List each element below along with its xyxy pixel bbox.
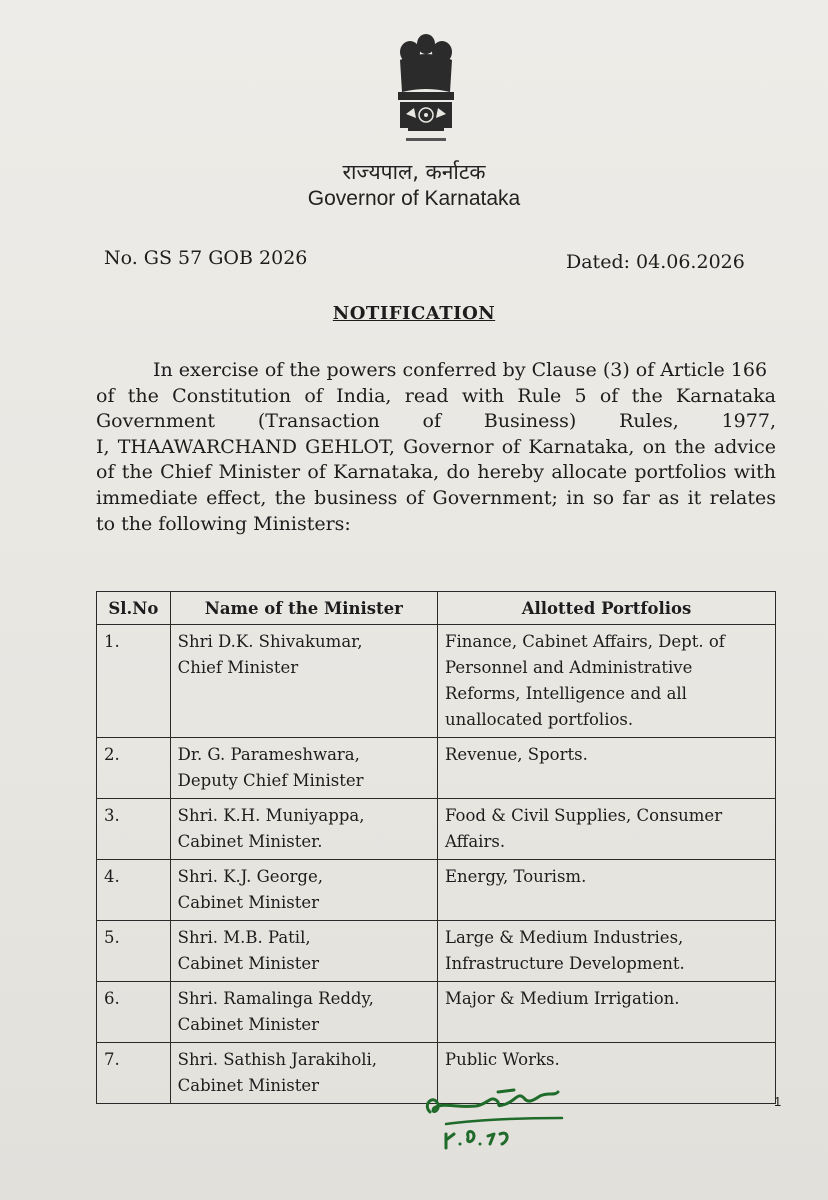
- table-row: [97, 982, 776, 1043]
- ministers-table: [96, 591, 776, 1104]
- portfolio-line: Large & Medium Industries,: [445, 928, 684, 947]
- portfolios: [438, 625, 776, 738]
- row-number: 7.: [97, 1043, 171, 1104]
- minister-designation: Cabinet Minister: [177, 893, 320, 912]
- portfolio-line: Public Works.: [445, 1050, 560, 1069]
- portfolio-line: Infrastructure Development.: [445, 954, 685, 973]
- minister-name-line: Shri. Ramalinga Reddy,: [177, 989, 374, 1008]
- portfolios: [438, 860, 776, 921]
- portfolio-line: Personnel and Administrative: [445, 658, 693, 677]
- notification-body: [96, 358, 776, 537]
- row-number: 1.: [97, 625, 171, 738]
- row-number: 6.: [97, 982, 171, 1043]
- portfolio-line: Major & Medium Irrigation.: [445, 989, 680, 1008]
- portfolio-line: Food & Civil Supplies, Consumer: [445, 806, 723, 825]
- minister-name-line: Shri. M.B. Patil,: [177, 928, 311, 947]
- body-line: of the Constitution of India, read with Rule 5 of the Karnataka: [96, 384, 776, 407]
- body-line: to the following Ministers:: [96, 512, 351, 535]
- minister-designation: Cabinet Minister: [177, 1076, 320, 1095]
- row-number: 5.: [97, 921, 171, 982]
- minister-name: [170, 738, 437, 799]
- portfolio-line: Finance, Cabinet Affairs, Dept. of: [445, 632, 725, 651]
- table-row: [97, 799, 776, 860]
- minister-name: [170, 625, 437, 738]
- table-row: [97, 860, 776, 921]
- minister-designation: Cabinet Minister: [177, 1015, 320, 1034]
- minister-designation: Cabinet Minister.: [177, 832, 323, 851]
- body-line: of the Chief Minister of Karnataka, do hereby allocate portfolios with: [96, 461, 776, 484]
- minister-name: [170, 921, 437, 982]
- portfolio-line: Revenue, Sports.: [445, 745, 588, 764]
- hindi-title: राज्यपाल, कर्नाटक: [342, 160, 486, 184]
- minister-designation: Chief Minister: [177, 658, 299, 677]
- row-number: 3.: [97, 799, 171, 860]
- page-number: 1: [774, 1094, 782, 1109]
- state-emblem-icon: [388, 30, 464, 148]
- minister-name: [170, 982, 437, 1043]
- header-sl-no: Sl.No: [97, 592, 171, 625]
- table-header-row: [97, 592, 776, 625]
- portfolio-line: unallocated portfolios.: [445, 710, 634, 729]
- body-line: I, THAAWARCHAND GEHLOT, Governor of Karnataka, on the advice: [96, 435, 776, 458]
- table-row: [97, 738, 776, 799]
- english-title: Governor of Karnataka: [307, 187, 521, 210]
- minister-name-line: Shri D.K. Shivakumar,: [177, 632, 363, 651]
- portfolios: [438, 921, 776, 982]
- header-portfolios: Allotted Portfolios: [438, 592, 776, 625]
- table-row: [97, 921, 776, 982]
- notification-heading: NOTIFICATION: [332, 303, 496, 324]
- minister-name: [170, 799, 437, 860]
- minister-name-line: Dr. G. Parameshwara,: [177, 745, 360, 764]
- table-row: [97, 625, 776, 738]
- minister-designation: Cabinet Minister: [177, 954, 320, 973]
- portfolios: [438, 738, 776, 799]
- body-line: Government (Transaction of Business) Rules, 1977,: [96, 410, 776, 433]
- minister-designation: Deputy Chief Minister: [177, 771, 364, 790]
- minister-name-line: Shri. K.J. George,: [177, 867, 323, 886]
- minister-name-line: Shri. K.H. Muniyappa,: [177, 806, 365, 825]
- reference-number: No. GS 57 GOB 2026: [104, 247, 308, 269]
- portfolio-line: Affairs.: [445, 832, 506, 851]
- handwritten-signature: [416, 1078, 576, 1158]
- minister-name: [170, 1043, 437, 1104]
- portfolios: [438, 799, 776, 860]
- minister-name-line: Shri. Sathish Jarakiholi,: [177, 1050, 378, 1069]
- body-line: In exercise of the powers conferred by Clause (3) of Article 166: [153, 359, 768, 381]
- body-line: immediate effect, the business of Government; in so far as it relates: [96, 486, 776, 509]
- portfolios: [438, 982, 776, 1043]
- date: Dated: 04.06.2026: [566, 251, 745, 273]
- portfolio-line: Energy, Tourism.: [445, 867, 587, 886]
- minister-name: [170, 860, 437, 921]
- portfolio-line: Reforms, Intelligence and all: [445, 684, 687, 703]
- row-number: 2.: [97, 738, 171, 799]
- row-number: 4.: [97, 860, 171, 921]
- header-minister-name: Name of the Minister: [170, 592, 437, 625]
